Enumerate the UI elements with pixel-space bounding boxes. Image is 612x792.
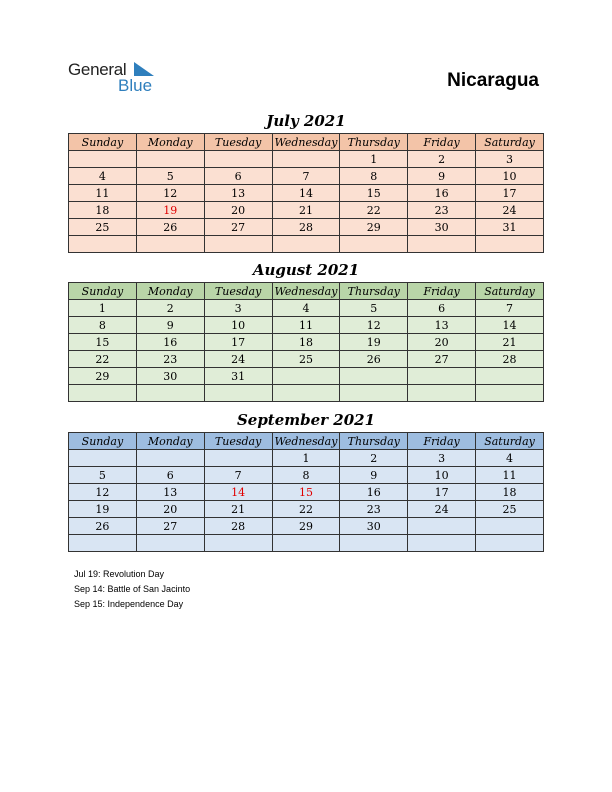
day-cell: 26 — [69, 518, 137, 535]
weekday-header-row — [69, 134, 544, 151]
holiday-day-cell: 19 — [136, 202, 204, 219]
day-cell: 9 — [408, 168, 476, 185]
day-cell: 2 — [408, 151, 476, 168]
month-title-august: August 2021 — [252, 261, 360, 279]
week-row — [69, 317, 544, 334]
week-row — [69, 202, 544, 219]
logo-word-blue: Blue — [118, 76, 153, 95]
week-row — [69, 450, 544, 467]
weekday-header-row — [69, 283, 544, 300]
day-cell — [340, 368, 408, 385]
day-cell — [476, 518, 544, 535]
weekday-header-tuesday: Tuesday — [204, 433, 272, 450]
day-cell: 10 — [476, 168, 544, 185]
day-cell — [408, 236, 476, 253]
day-cell: 19 — [69, 501, 137, 518]
logo-word-general: General — [68, 60, 127, 79]
day-cell: 30 — [340, 518, 408, 535]
weekday-header-monday: Monday — [136, 283, 204, 300]
holiday-day-cell: 15 — [272, 484, 340, 501]
day-cell: 13 — [136, 484, 204, 501]
holiday-notes — [74, 567, 190, 612]
day-cell: 24 — [476, 202, 544, 219]
day-cell: 6 — [204, 168, 272, 185]
day-cell — [136, 385, 204, 402]
day-cell: 29 — [340, 219, 408, 236]
day-cell: 4 — [69, 168, 137, 185]
day-cell: 29 — [69, 368, 137, 385]
day-cell: 26 — [340, 351, 408, 368]
day-cell — [69, 535, 137, 552]
day-cell: 25 — [476, 501, 544, 518]
day-cell: 18 — [69, 202, 137, 219]
day-cell: 10 — [204, 317, 272, 334]
day-cell: 3 — [476, 151, 544, 168]
weekday-header-saturday: Saturday — [476, 433, 544, 450]
weekday-header-friday: Friday — [408, 283, 476, 300]
day-cell: 7 — [476, 300, 544, 317]
weekday-header-saturday: Saturday — [476, 134, 544, 151]
day-cell — [408, 385, 476, 402]
weekday-header-thursday: Thursday — [340, 283, 408, 300]
weekday-header-tuesday: Tuesday — [204, 283, 272, 300]
calendar-september — [68, 432, 544, 552]
day-cell: 11 — [69, 185, 137, 202]
day-cell: 13 — [408, 317, 476, 334]
day-cell — [204, 236, 272, 253]
day-cell — [408, 518, 476, 535]
weekday-header-wednesday: Wednesday — [272, 134, 340, 151]
day-cell: 7 — [204, 467, 272, 484]
day-cell — [272, 535, 340, 552]
day-cell: 29 — [272, 518, 340, 535]
month-title-september: September 2021 — [236, 411, 376, 429]
week-row — [69, 467, 544, 484]
day-cell: 31 — [476, 219, 544, 236]
day-cell: 31 — [204, 368, 272, 385]
day-cell — [204, 450, 272, 467]
day-cell: 12 — [340, 317, 408, 334]
day-cell: 1 — [340, 151, 408, 168]
day-cell — [69, 236, 137, 253]
week-row — [69, 535, 544, 552]
day-cell: 8 — [272, 467, 340, 484]
weekday-header-sunday: Sunday — [69, 283, 137, 300]
day-cell: 23 — [136, 351, 204, 368]
day-cell — [476, 535, 544, 552]
day-cell: 14 — [476, 317, 544, 334]
day-cell: 18 — [272, 334, 340, 351]
weekday-header-wednesday: Wednesday — [272, 433, 340, 450]
week-row — [69, 484, 544, 501]
day-cell: 4 — [476, 450, 544, 467]
day-cell: 20 — [204, 202, 272, 219]
day-cell — [69, 450, 137, 467]
day-cell — [272, 368, 340, 385]
day-cell: 28 — [272, 219, 340, 236]
day-cell — [476, 368, 544, 385]
week-row — [69, 351, 544, 368]
week-row — [69, 518, 544, 535]
day-cell: 28 — [204, 518, 272, 535]
day-cell: 11 — [272, 317, 340, 334]
week-row — [69, 151, 544, 168]
day-cell: 8 — [69, 317, 137, 334]
day-cell: 12 — [136, 185, 204, 202]
weekday-header-tuesday: Tuesday — [204, 134, 272, 151]
day-cell — [408, 535, 476, 552]
holiday-note: Sep 14: Battle of San Jacinto — [74, 584, 191, 594]
weekday-header-friday: Friday — [408, 433, 476, 450]
week-row — [69, 185, 544, 202]
day-cell: 15 — [69, 334, 137, 351]
day-cell: 19 — [340, 334, 408, 351]
day-cell — [272, 236, 340, 253]
day-cell: 14 — [272, 185, 340, 202]
day-cell — [69, 385, 137, 402]
general-blue-logo — [68, 60, 168, 96]
weekday-header-wednesday: Wednesday — [272, 283, 340, 300]
calendar-august — [68, 282, 544, 402]
day-cell — [136, 151, 204, 168]
day-cell: 11 — [476, 467, 544, 484]
weekday-header-thursday: Thursday — [340, 433, 408, 450]
day-cell: 25 — [69, 219, 137, 236]
day-cell: 1 — [69, 300, 137, 317]
day-cell: 2 — [340, 450, 408, 467]
day-cell — [204, 535, 272, 552]
day-cell — [476, 385, 544, 402]
day-cell: 16 — [136, 334, 204, 351]
day-cell: 18 — [476, 484, 544, 501]
week-row — [69, 385, 544, 402]
day-cell: 3 — [408, 450, 476, 467]
day-cell: 5 — [136, 168, 204, 185]
holiday-day-cell: 14 — [204, 484, 272, 501]
weekday-header-sunday: Sunday — [69, 433, 137, 450]
day-cell — [136, 236, 204, 253]
day-cell: 24 — [408, 501, 476, 518]
day-cell: 6 — [136, 467, 204, 484]
day-cell: 10 — [408, 467, 476, 484]
day-cell: 22 — [340, 202, 408, 219]
day-cell: 28 — [476, 351, 544, 368]
day-cell: 12 — [69, 484, 137, 501]
day-cell: 17 — [408, 484, 476, 501]
day-cell — [272, 385, 340, 402]
weekday-header-monday: Monday — [136, 433, 204, 450]
day-cell: 17 — [476, 185, 544, 202]
week-row — [69, 300, 544, 317]
day-cell: 8 — [340, 168, 408, 185]
weekday-header-friday: Friday — [408, 134, 476, 151]
day-cell: 23 — [408, 202, 476, 219]
day-cell: 24 — [204, 351, 272, 368]
day-cell: 7 — [272, 168, 340, 185]
day-cell — [340, 385, 408, 402]
day-cell: 5 — [340, 300, 408, 317]
day-cell — [69, 151, 137, 168]
day-cell: 21 — [476, 334, 544, 351]
day-cell — [136, 450, 204, 467]
week-row — [69, 219, 544, 236]
day-cell — [340, 535, 408, 552]
day-cell: 16 — [340, 484, 408, 501]
day-cell: 17 — [204, 334, 272, 351]
holiday-note: Sep 15: Independence Day — [74, 599, 184, 609]
day-cell: 25 — [272, 351, 340, 368]
day-cell — [340, 236, 408, 253]
day-cell: 20 — [136, 501, 204, 518]
day-cell: 13 — [204, 185, 272, 202]
weekday-header-monday: Monday — [136, 134, 204, 151]
day-cell — [136, 535, 204, 552]
day-cell: 21 — [272, 202, 340, 219]
day-cell: 5 — [69, 467, 137, 484]
day-cell — [204, 385, 272, 402]
week-row — [69, 501, 544, 518]
day-cell: 2 — [136, 300, 204, 317]
day-cell: 6 — [408, 300, 476, 317]
day-cell: 20 — [408, 334, 476, 351]
day-cell: 23 — [340, 501, 408, 518]
day-cell — [204, 151, 272, 168]
day-cell: 3 — [204, 300, 272, 317]
country-title: Nicaragua — [447, 70, 539, 91]
calendar-july — [68, 133, 544, 253]
day-cell: 21 — [204, 501, 272, 518]
holiday-note: Jul 19: Revolution Day — [74, 569, 165, 579]
day-cell: 27 — [136, 518, 204, 535]
weekday-header-saturday: Saturday — [476, 283, 544, 300]
day-cell: 27 — [204, 219, 272, 236]
week-row — [69, 236, 544, 253]
weekday-header-row — [69, 433, 544, 450]
day-cell: 15 — [340, 185, 408, 202]
logo-triangle-icon — [134, 62, 154, 76]
day-cell: 9 — [136, 317, 204, 334]
day-cell: 30 — [408, 219, 476, 236]
day-cell — [272, 151, 340, 168]
week-row — [69, 168, 544, 185]
weekday-header-sunday: Sunday — [69, 134, 137, 151]
day-cell: 1 — [272, 450, 340, 467]
month-title-july: July 2021 — [266, 112, 346, 130]
day-cell: 16 — [408, 185, 476, 202]
day-cell: 27 — [408, 351, 476, 368]
day-cell — [408, 368, 476, 385]
day-cell: 9 — [340, 467, 408, 484]
day-cell: 30 — [136, 368, 204, 385]
day-cell — [476, 236, 544, 253]
day-cell: 4 — [272, 300, 340, 317]
week-row — [69, 368, 544, 385]
weekday-header-thursday: Thursday — [340, 134, 408, 151]
week-row — [69, 334, 544, 351]
day-cell: 26 — [136, 219, 204, 236]
day-cell: 22 — [272, 501, 340, 518]
day-cell: 22 — [69, 351, 137, 368]
